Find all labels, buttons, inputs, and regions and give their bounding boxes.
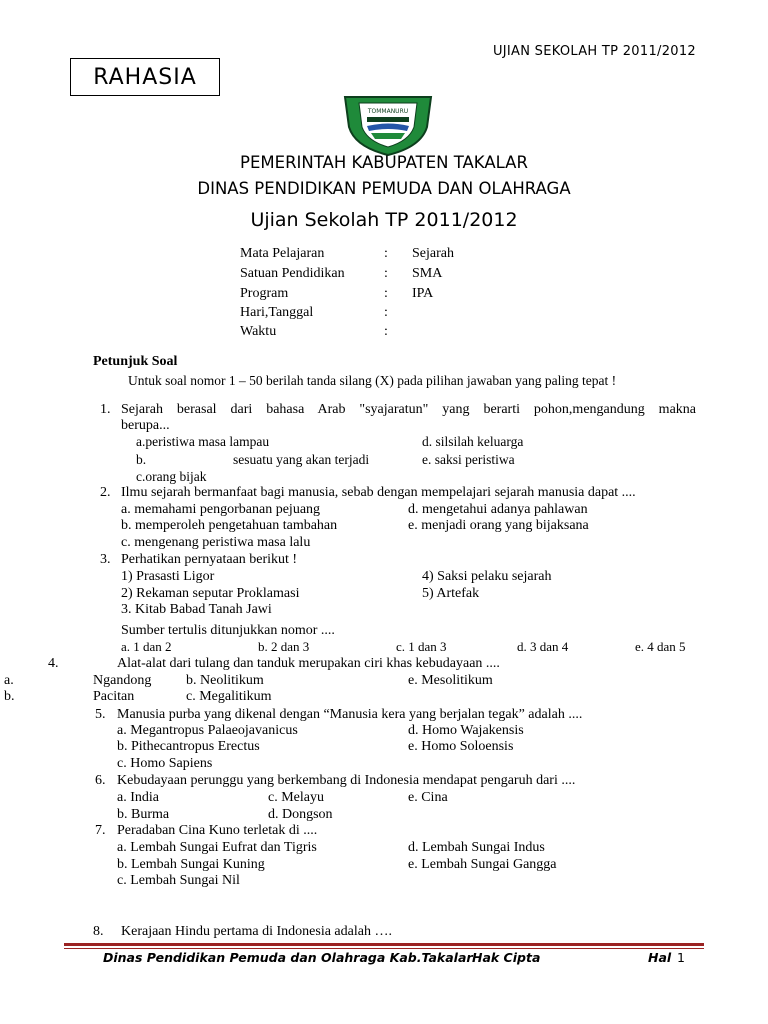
option-e: e. menjadi orang yang bijaksana [408,518,589,533]
info-label-program: Program [240,286,289,301]
option-a: a. memahami pengorbanan pejuang [121,502,321,517]
option-b: b. 2 dan 3 [258,639,310,654]
footer-rule-thin [64,948,704,949]
option-d: d. Homo Wajakensis [408,723,524,738]
info-colon: : [384,246,388,261]
question-number: 5. [95,707,106,722]
option-c: c. Megalitikum [186,689,272,704]
question-number: 6. [95,773,106,788]
option-e: e. 4 dan 5 [635,639,686,654]
question-text: Kerajaan Hindu pertama di Indonesia adalah …. [121,924,392,939]
question-number: 2. [100,485,111,500]
info-label-unit: Satuan Pendidikan [240,266,345,281]
option-d: d. mengetahui adanya pahlawan [408,502,588,517]
info-colon: : [384,286,388,301]
question-text: Sejarah berasal dari bahasa Arab "syajaratun" yang berarti pohon,mengandung makna [121,402,696,417]
option-a: a. Lembah Sungai Eufrat dan Tigris [117,840,317,855]
option-c: c.orang bijak [136,469,207,484]
info-label-date: Hari,Tanggal [240,305,314,320]
instructions-text: Untuk soal nomor 1 – 50 berilah tanda silang (X) pada pilihan jawaban yang paling tepat ! [128,373,617,388]
info-colon: : [384,324,388,339]
question-number: 7. [95,823,106,838]
option-c: c. Lembah Sungai Nil [117,873,240,888]
statement-1: 1) Prasasti Ligor [121,569,215,584]
info-colon: : [384,266,388,281]
option-a: Ngandong [93,673,152,688]
option-c: c. Melayu [268,790,324,805]
statement-2: 2) Rekaman seputar Proklamasi [121,586,300,601]
info-value-program: IPA [412,286,434,301]
option-b-letter: b. [4,689,15,704]
takalar-crest-icon [341,93,435,157]
rahasia-label: RAHASIA [93,64,197,90]
question-text: Perhatikan pernyataan berikut ! [121,552,298,567]
statement-5: 5) Artefak [422,586,480,601]
question-text: Alat-alat dari tulang dan tanduk merupakan ciri khas kebudayaan .... [117,656,500,671]
dept-title: DINAS PENDIDIKAN PEMUDA DAN OLAHRAGA [197,179,571,198]
question-text: Peradaban Cina Kuno terletak di .... [117,823,318,838]
footer-page-label: Hal [648,950,672,965]
option-c: c. Homo Sapiens [117,756,213,771]
footer-page-number: 1 [677,950,685,965]
question-text: berupa... [121,418,170,433]
option-a: a.peristiwa masa lampau [136,434,270,449]
header-exam-label: UJIAN SEKOLAH TP 2011/2012 [492,44,696,59]
option-b: b. memperoleh pengetahuan tambahan [121,518,338,533]
option-b-second: b. Neolitikum [186,673,264,688]
question-number: 3. [100,552,111,567]
info-label-subject: Mata Pelajaran [240,246,325,261]
question-text: Kebudayaan perunggu yang berkembang di Indonesia mendapat pengaruh dari .... [117,773,576,788]
option-b: b. Lembah Sungai Kuning [117,857,265,872]
option-a: a. India [117,790,159,805]
option-d: d. 3 dan 4 [517,639,569,654]
option-a: a. Megantropus Palaeojavanicus [117,723,298,738]
question-text: Manusia purba yang dikenal dengan “Manusia kera yang berjalan tegak” adalah .... [117,707,583,722]
takalar-logo [341,93,435,157]
question-number: 4. [48,656,59,671]
option-b: sesuatu yang akan terjadi [233,452,370,467]
question-text: Ilmu sejarah bermanfaat bagi manusia, sebab dengan mempelajari sejarah manusia dapat .... [121,485,636,500]
option-a-letter: a. [4,673,14,688]
option-e: e. Mesolitikum [408,673,493,688]
option-a: a. 1 dan 2 [121,639,172,654]
option-e: e. saksi peristiwa [422,452,515,467]
rahasia-box [70,58,220,96]
footer-copyright: Hak Cipta [472,950,541,965]
footer-department: Dinas Pendidikan Pemuda dan Olahraga Kab.Takalar [103,950,473,965]
option-b: Pacitan [93,689,135,704]
option-b: b. Pithecantropus Erectus [117,739,260,754]
option-b: b. Burma [117,807,170,822]
info-colon: : [384,305,388,320]
instructions-title: Petunjuk Soal [93,354,178,369]
gov-title: PEMERINTAH KABUPATEN TAKALAR [240,153,528,172]
option-d: d. Dongson [268,807,333,822]
question-number: 8. [93,924,104,939]
option-b-letter: b. [136,452,147,467]
question-prompt: Sumber tertulis ditunjukkan nomor .... [121,623,335,638]
option-d: d. Lembah Sungai Indus [408,840,545,855]
option-c: c. mengenang peristiwa masa lalu [121,535,311,550]
statement-4: 4) Saksi pelaku sejarah [422,569,552,584]
option-e: e. Homo Soloensis [408,739,514,754]
info-value-unit: SMA [412,266,443,281]
info-label-time: Waktu [240,324,277,339]
exam-title: Ujian Sekolah TP 2011/2012 [250,209,518,231]
logo-motto: TOMMANURU [367,108,409,115]
footer-rule [64,943,704,946]
option-d: d. silsilah keluarga [422,434,524,449]
statement-3: 3. Kitab Babad Tanah Jawi [121,602,272,617]
question-number: 1. [100,402,111,417]
info-value-subject: Sejarah [412,246,454,261]
option-c: c. 1 dan 3 [396,639,447,654]
option-e: e. Cina [408,790,448,805]
option-e: e. Lembah Sungai Gangga [408,857,557,872]
